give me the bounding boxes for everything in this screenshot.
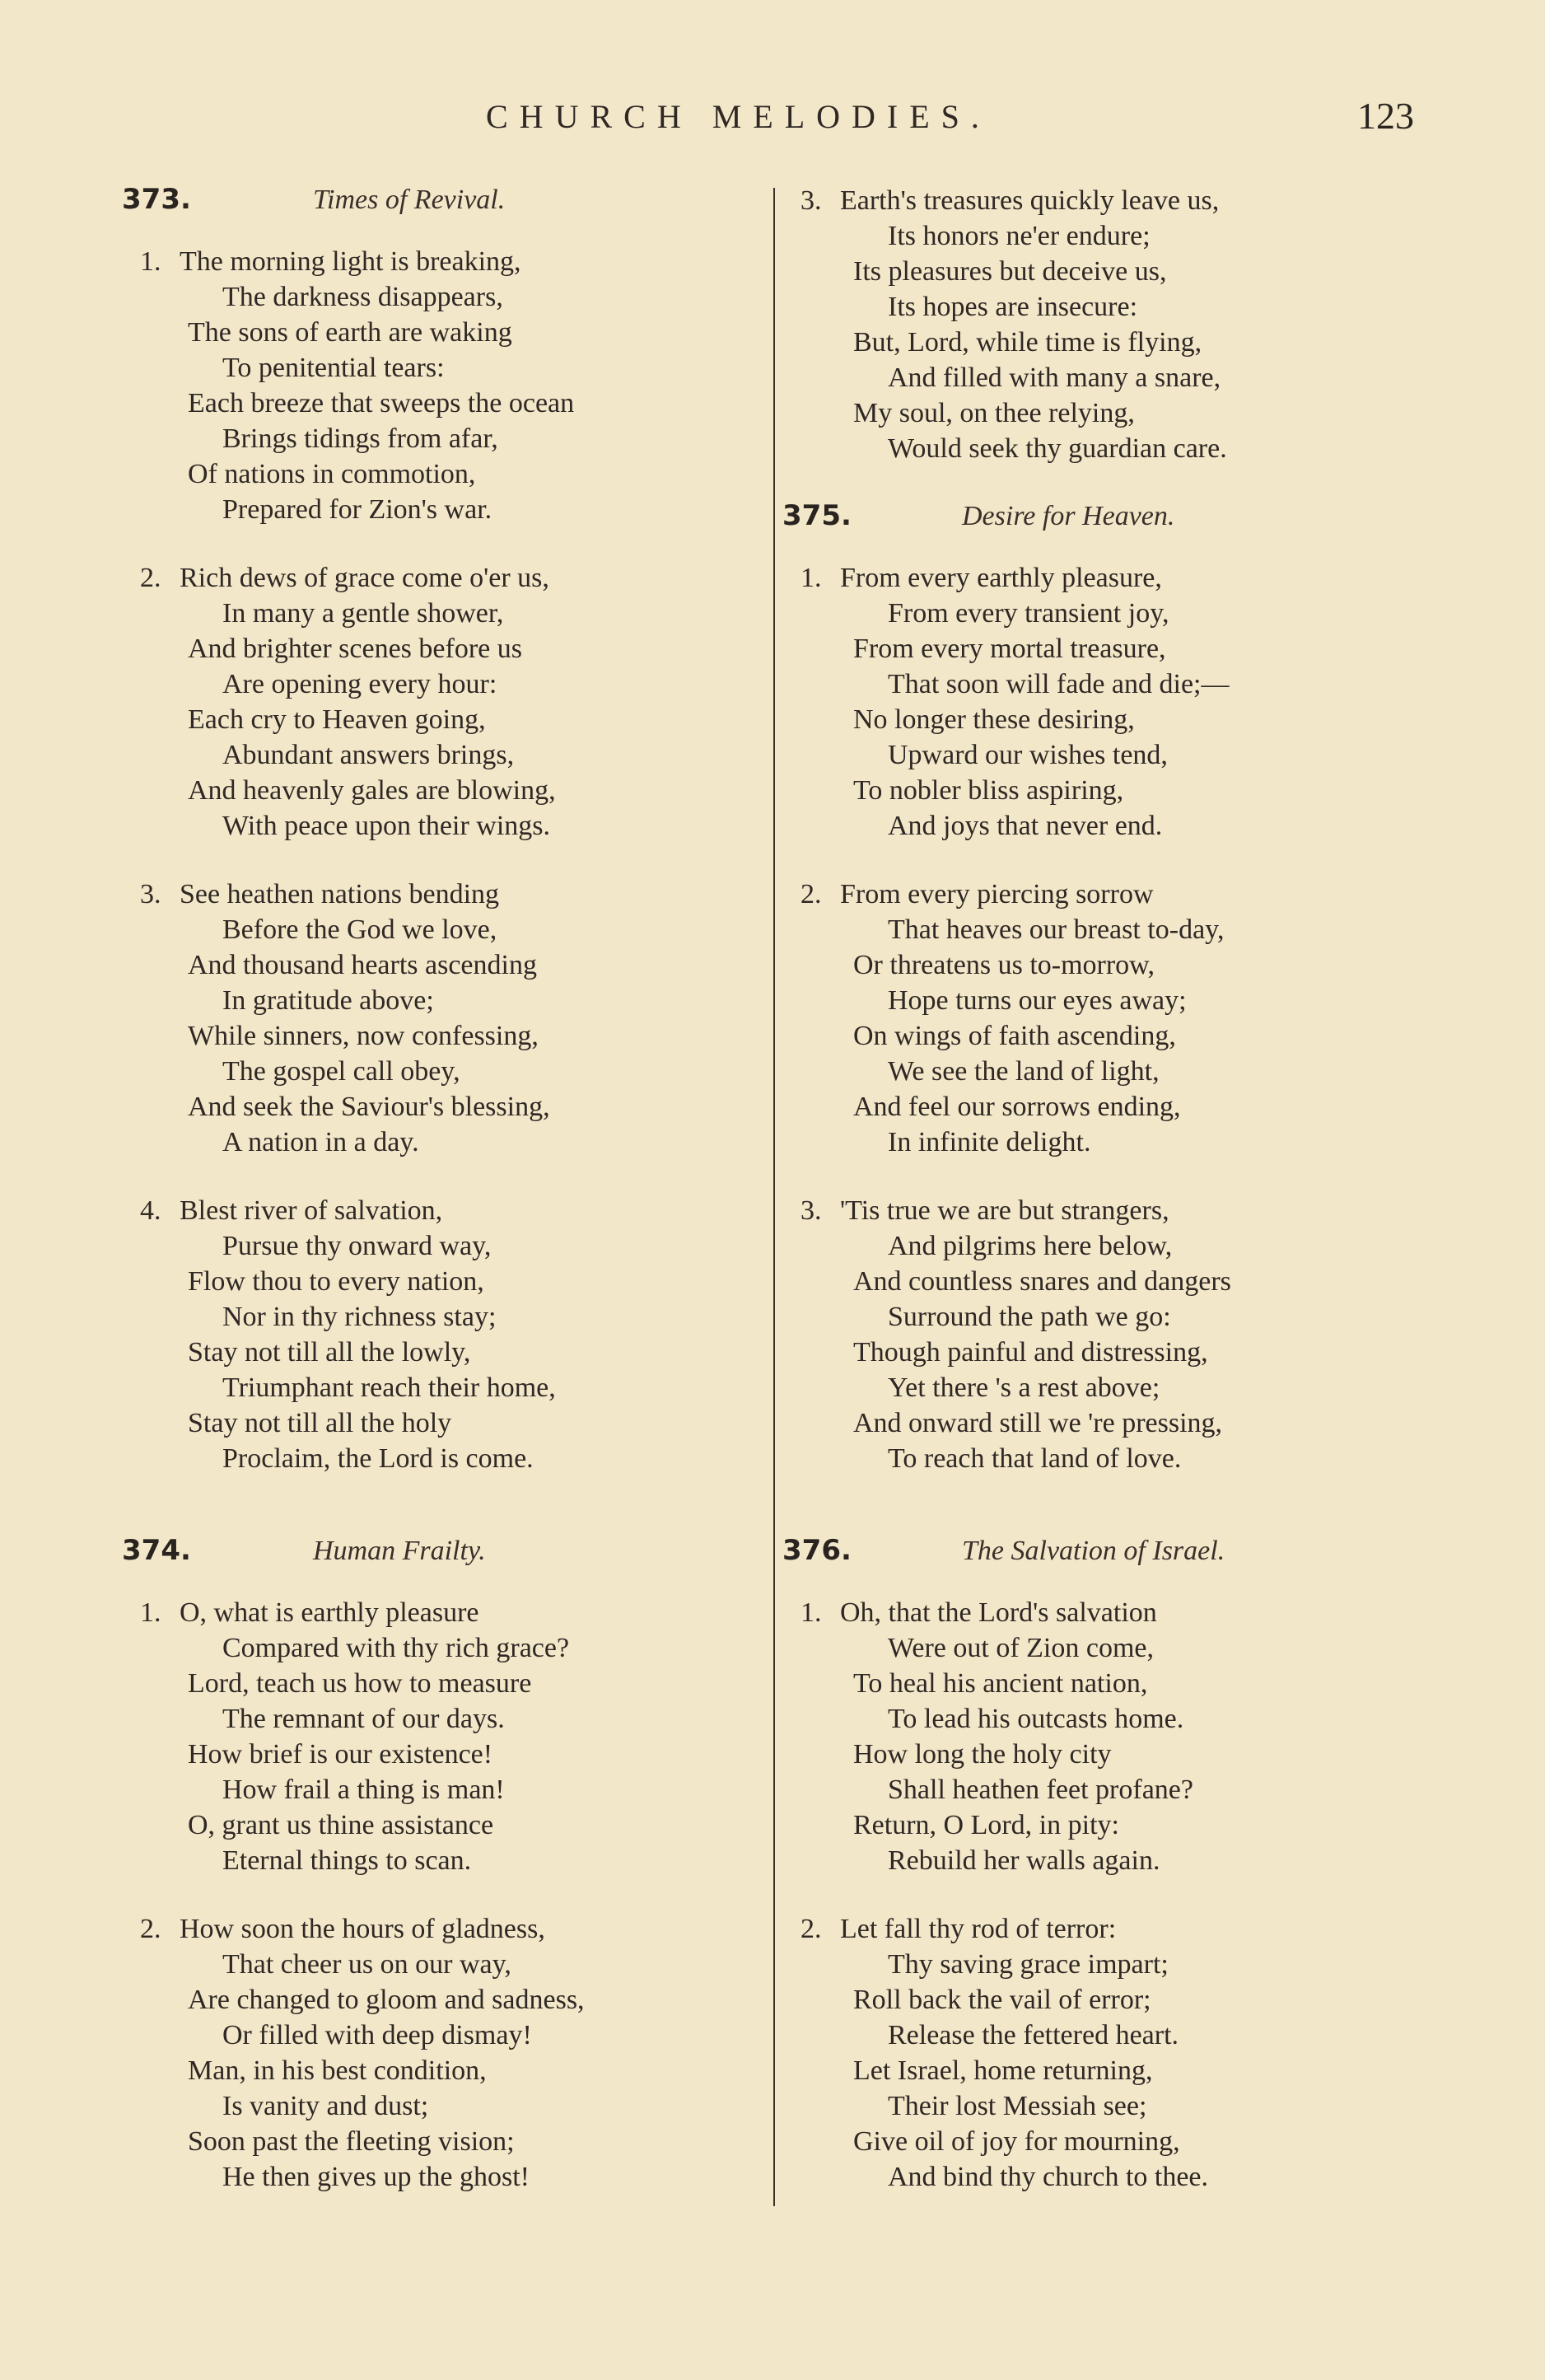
- hymn-line: [122, 1911, 764, 1947]
- hymn-line: That heaves our breast to-day,: [888, 914, 1225, 945]
- hymn-line: [782, 183, 1400, 218]
- stanza-number: 1.: [801, 563, 822, 593]
- hymn-line: Proclaim, the Lord is come.: [222, 1443, 534, 1474]
- hymn-line: Hope turns our eyes away;: [888, 985, 1187, 1016]
- hymn-line: [122, 877, 764, 912]
- hymn-line: Stay not till all the holy: [188, 1408, 452, 1438]
- hymn-line: My soul, on thee relying,: [853, 398, 1135, 428]
- hymn-line: And pilgrims here below,: [888, 1231, 1173, 1261]
- hymn-line: How brief is our existence!: [188, 1739, 493, 1770]
- hymn: [782, 499, 1400, 1534]
- hymn-header: [782, 1534, 1400, 1577]
- hymn: [122, 1534, 764, 2195]
- stanza-number: 4.: [140, 1195, 161, 1226]
- line-text: Blest river of salvation,: [180, 1195, 443, 1226]
- hymn-header: [122, 1534, 764, 1577]
- hymn-line: Of nations in commotion,: [188, 459, 476, 489]
- stanza: [122, 244, 764, 527]
- hymn-line: Yet there 's a rest above;: [888, 1372, 1160, 1403]
- hymn-line: On wings of faith ascending,: [853, 1021, 1176, 1051]
- stanza-number: 3.: [801, 1195, 822, 1226]
- hymn-title: Human Frailty.: [313, 1536, 486, 1566]
- left-column: [122, 183, 764, 2228]
- hymn-line: But, Lord, while time is flying,: [853, 327, 1202, 358]
- stanza: [122, 1193, 764, 1476]
- hymn: [782, 1534, 1400, 2195]
- hymn-line: Its pleasures but deceive us,: [853, 256, 1167, 287]
- line-text: See heathen nations bending: [180, 879, 500, 909]
- hymn-line: Shall heathen feet profane?: [888, 1774, 1193, 1805]
- hymn-line: Prepared for Zion's war.: [222, 494, 492, 525]
- running-title: CHURCH MELODIES.: [486, 98, 991, 135]
- hymn-line: In infinite delight.: [888, 1127, 1091, 1157]
- hymn-line: [782, 1193, 1400, 1228]
- hymn-header: [122, 183, 764, 226]
- column-divider: [773, 188, 775, 2206]
- hymn-line: To nobler bliss aspiring,: [853, 775, 1124, 806]
- hymn-line: Rebuild her walls again.: [888, 1845, 1160, 1876]
- hymn-header: [782, 499, 1400, 542]
- line-text: 'Tis true we are but strangers,: [840, 1195, 1169, 1226]
- hymn-line: A nation in a day.: [222, 1127, 419, 1157]
- hymn-line: That cheer us on our way,: [222, 1949, 511, 1980]
- hymn-line: How frail a thing is man!: [222, 1774, 505, 1805]
- hymn-line: [782, 877, 1400, 912]
- hymn-line: The gospel call obey,: [222, 1056, 460, 1087]
- line-text: From every piercing sorrow: [840, 879, 1154, 909]
- hymn-line: Nor in thy richness stay;: [222, 1302, 497, 1332]
- hymn-line: From every mortal treasure,: [853, 634, 1166, 664]
- right-column: [782, 183, 1400, 2228]
- hymn-line: He then gives up the ghost!: [222, 2162, 530, 2192]
- hymn-line: No longer these desiring,: [853, 704, 1135, 735]
- hymn-line: And onward still we 're pressing,: [853, 1408, 1223, 1438]
- hymn-line: To lead his outcasts home.: [888, 1704, 1184, 1734]
- hymn-line: Thy saving grace impart;: [888, 1949, 1169, 1980]
- stanza: [122, 1595, 764, 1878]
- stanza: [122, 1911, 764, 2195]
- hymn-title: The Salvation of Israel.: [962, 1536, 1225, 1566]
- hymn-title: Desire for Heaven.: [962, 501, 1175, 531]
- stanza: [122, 877, 764, 1160]
- hymn-line: Give oil of joy for mourning,: [853, 2126, 1180, 2157]
- hymn-line: Are opening every hour:: [222, 669, 497, 699]
- hymn-line: Were out of Zion come,: [888, 1633, 1154, 1663]
- hymn-line: And countless snares and dangers: [853, 1266, 1231, 1297]
- hymn-line: Or threatens us to-morrow,: [853, 950, 1155, 980]
- hymn-line: Roll back the vail of error;: [853, 1985, 1151, 2015]
- hymn-line: [782, 1911, 1400, 1947]
- stanza-number: 2.: [801, 1914, 822, 1944]
- hymn-line: Man, in his best condition,: [188, 2055, 487, 2086]
- hymn-line: Its hopes are insecure:: [888, 292, 1138, 322]
- hymn-line: And brighter scenes before us: [188, 634, 522, 664]
- hymn-line: And heavenly gales are blowing,: [188, 775, 556, 806]
- line-text: Rich dews of grace come o'er us,: [180, 563, 549, 593]
- hymn-line: We see the land of light,: [888, 1056, 1160, 1087]
- hymn-line: Triumphant reach their home,: [222, 1372, 556, 1403]
- hymn-line: In gratitude above;: [222, 985, 434, 1016]
- hymn: [122, 183, 764, 1534]
- hymn-line: The darkness disappears,: [222, 282, 503, 312]
- stanza: [782, 1193, 1400, 1476]
- hymn-line: Its honors ne'er endure;: [888, 221, 1151, 251]
- hymn-line: With peace upon their wings.: [222, 811, 551, 841]
- hymn-number: 374.: [122, 1534, 191, 1567]
- hymn-line: Though painful and distressing,: [853, 1337, 1208, 1368]
- line-text: Earth's treasures quickly leave us,: [840, 185, 1220, 216]
- hymn-line: Each cry to Heaven going,: [188, 704, 486, 735]
- hymn-line: Compared with thy rich grace?: [222, 1633, 570, 1663]
- hymn-line: Stay not till all the lowly,: [188, 1337, 471, 1368]
- hymn-line: And joys that never end.: [888, 811, 1163, 841]
- hymn-line: Lord, teach us how to measure: [188, 1668, 532, 1699]
- hymn-line: Return, O Lord, in pity:: [853, 1810, 1119, 1840]
- hymn-line: Release the fettered heart.: [888, 2020, 1179, 2050]
- page-number: 123: [1357, 95, 1414, 137]
- hymn-line: [782, 1595, 1400, 1630]
- line-text: From every earthly pleasure,: [840, 563, 1162, 593]
- stanza-number: 2.: [140, 563, 161, 593]
- stanza: [122, 560, 764, 844]
- line-text: Oh, that the Lord's salvation: [840, 1597, 1157, 1628]
- hymn-line: To reach that land of love.: [888, 1443, 1182, 1474]
- hymn-line: Are changed to gloom and sadness,: [188, 1985, 585, 2015]
- hymn-line: Surround the path we go:: [888, 1302, 1171, 1332]
- hymn-line: Each breeze that sweeps the ocean: [188, 388, 575, 418]
- hymn-line: Would seek thy guardian care.: [888, 433, 1227, 464]
- stanza-number: 2.: [140, 1914, 161, 1944]
- hymn-line: Brings tidings from afar,: [222, 423, 498, 454]
- hymn-line: Or filled with deep dismay!: [222, 2020, 532, 2050]
- hymn-line: [122, 560, 764, 596]
- stanza: [782, 560, 1400, 844]
- hymn: [782, 183, 1400, 466]
- hymn-line: Flow thou to every nation,: [188, 1266, 484, 1297]
- hymn-line: [122, 244, 764, 279]
- hymn-line: To heal his ancient nation,: [853, 1668, 1148, 1699]
- hymn-line: Their lost Messiah see;: [888, 2091, 1147, 2121]
- hymn-line: Is vanity and dust;: [222, 2091, 429, 2121]
- hymn-line: To penitential tears:: [222, 353, 445, 383]
- hymn-line: O, grant us thine assistance: [188, 1810, 494, 1840]
- hymn-line: While sinners, now confessing,: [188, 1021, 539, 1051]
- hymn-line: Upward our wishes tend,: [888, 740, 1168, 770]
- hymn-line: Eternal things to scan.: [222, 1845, 472, 1876]
- hymn-number: 375.: [782, 499, 852, 532]
- hymn-line: And filled with many a snare,: [888, 362, 1221, 393]
- hymn-line: Pursue thy onward way,: [222, 1231, 492, 1261]
- hymn-line: From every transient joy,: [888, 598, 1169, 629]
- hymn-line: And seek the Saviour's blessing,: [188, 1092, 550, 1122]
- hymn-number: 373.: [122, 183, 191, 216]
- stanza: [782, 877, 1400, 1160]
- stanza-number: 1.: [801, 1597, 822, 1628]
- hymn-line: [782, 560, 1400, 596]
- hymn-line: Abundant answers brings,: [222, 740, 515, 770]
- hymn-line: And bind thy church to thee.: [888, 2162, 1209, 2192]
- hymn-line: The sons of earth are waking: [188, 317, 512, 348]
- stanza-number: 3.: [801, 185, 822, 216]
- stanza: [782, 1595, 1400, 1878]
- stanza: [782, 1911, 1400, 2195]
- hymn-line: The remnant of our days.: [222, 1704, 505, 1734]
- stanza-number: 1.: [140, 246, 161, 277]
- line-text: The morning light is breaking,: [180, 246, 521, 277]
- hymn-line: Let Israel, home returning,: [853, 2055, 1153, 2086]
- hymn-line: And feel our sorrows ending,: [853, 1092, 1181, 1122]
- hymn-number: 376.: [782, 1534, 852, 1567]
- line-text: O, what is earthly pleasure: [180, 1597, 479, 1628]
- hymn-title: Times of Revival.: [313, 185, 506, 215]
- hymn-line: [122, 1595, 764, 1630]
- stanza: [782, 183, 1400, 466]
- running-header: [0, 97, 1545, 147]
- line-text: Let fall thy rod of terror:: [840, 1914, 1117, 1944]
- hymn-line: Before the God we love,: [222, 914, 497, 945]
- hymn-line: How long the holy city: [853, 1739, 1112, 1770]
- hymn-line: That soon will fade and die;—: [888, 669, 1230, 699]
- hymn-line: In many a gentle shower,: [222, 598, 504, 629]
- hymn-line: Soon past the fleeting vision;: [188, 2126, 515, 2157]
- hymn-line: [122, 1193, 764, 1228]
- stanza-number: 2.: [801, 879, 822, 909]
- line-text: How soon the hours of gladness,: [180, 1914, 545, 1944]
- hymn-line: And thousand hearts ascending: [188, 950, 537, 980]
- stanza-number: 1.: [140, 1597, 161, 1628]
- stanza-number: 3.: [140, 879, 161, 909]
